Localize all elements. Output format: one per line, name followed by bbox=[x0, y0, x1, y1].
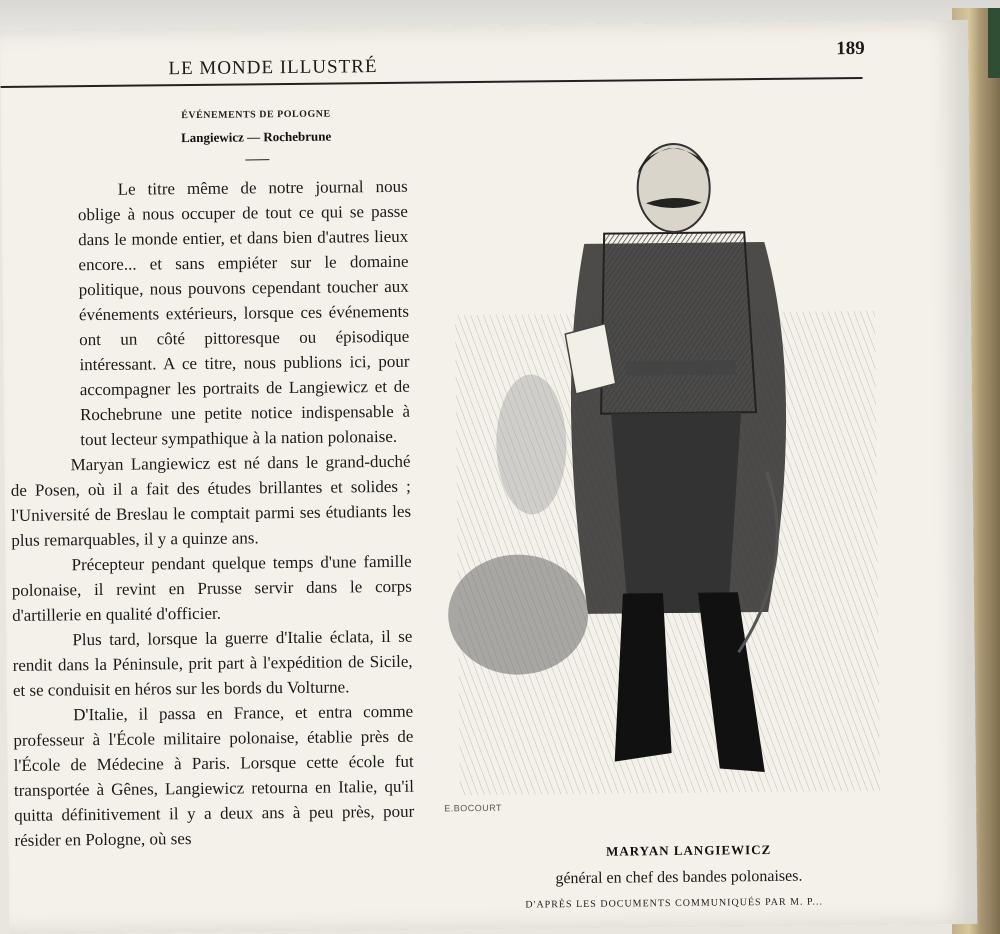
paragraph: Plus tard, lorsque la guerre d'Italie éclata, il se rendit dans la Péninsule, prit part à l'expédition de Sicile, et se conduisit en héros sur les bords du Volturne. bbox=[12, 626, 413, 700]
running-head: LE MONDE ILLUSTRÉ bbox=[168, 56, 378, 80]
portrait-engraving bbox=[433, 91, 891, 826]
caption-subtitle: général en chef des bandes polonaises. bbox=[555, 867, 803, 888]
paragraph: Maryan Langiewicz est né dans le grand-duché de Posen, où il a fait des études brillantes et solides ; l'Université de Breslau le comptait parmi ses étudiants les plus remarquables, il y a quinze ans. bbox=[10, 451, 412, 550]
sash bbox=[626, 360, 736, 375]
trousers bbox=[611, 412, 743, 613]
cover-corner bbox=[988, 8, 1000, 78]
page-number: 189 bbox=[836, 37, 865, 60]
paragraph: D'Italie, il passa en France, et entra comme professeur à l'École militaire polonaise, établie près de l'École de Médecine à Paris. Lorsque cette école fut transportée à Gênes, Langiewicz retourna en Italie, qu'il quitta définitivement il y a deux ans à peu près, pour résider en Pologne, où ses bbox=[13, 701, 415, 850]
engraver-signature: E.BOCOURT bbox=[444, 802, 503, 814]
paragraph: Précepteur pendant quelque temps d'une famille polonaise, il revint en Prusse servir dans le corps d'artillerie en qualité d'officier. bbox=[11, 551, 412, 625]
left-boot bbox=[613, 593, 672, 762]
book-page bbox=[0, 20, 977, 934]
article-body bbox=[8, 174, 415, 853]
title-divider bbox=[245, 159, 269, 160]
caption-name: MARYAN LANGIEWICZ bbox=[605, 841, 772, 859]
caption-source: D'APRÈS LES DOCUMENTS COMMUNIQUÉS PAR M. P... bbox=[525, 896, 824, 911]
engraved-portrait bbox=[433, 91, 891, 826]
head bbox=[637, 144, 710, 233]
header-rule bbox=[1, 77, 863, 88]
article-title: Langiewicz — Rochebrune bbox=[180, 128, 332, 146]
section-kicker: ÉVÉNEMENTS DE POLOGNE bbox=[181, 108, 331, 122]
tunic bbox=[599, 232, 756, 414]
paragraph: Le titre même de notre journal nous oblige à nous occuper de tout ce qui se passe dans le monde entier, et dans bien d'autres lieux encore... et sans empiéter sur le domaine politique, nous pouvons cependant toucher aux événements extérieurs, lorsque ces événements ont un côté pittoresque ou épisodique intéressant. A ce titre, nous publions ici, pour accompagner les portraits de Langiewicz et de Rochebrune une petite notice indispensable à tout lecteur sympathique à la nation polonaise. bbox=[77, 176, 411, 450]
